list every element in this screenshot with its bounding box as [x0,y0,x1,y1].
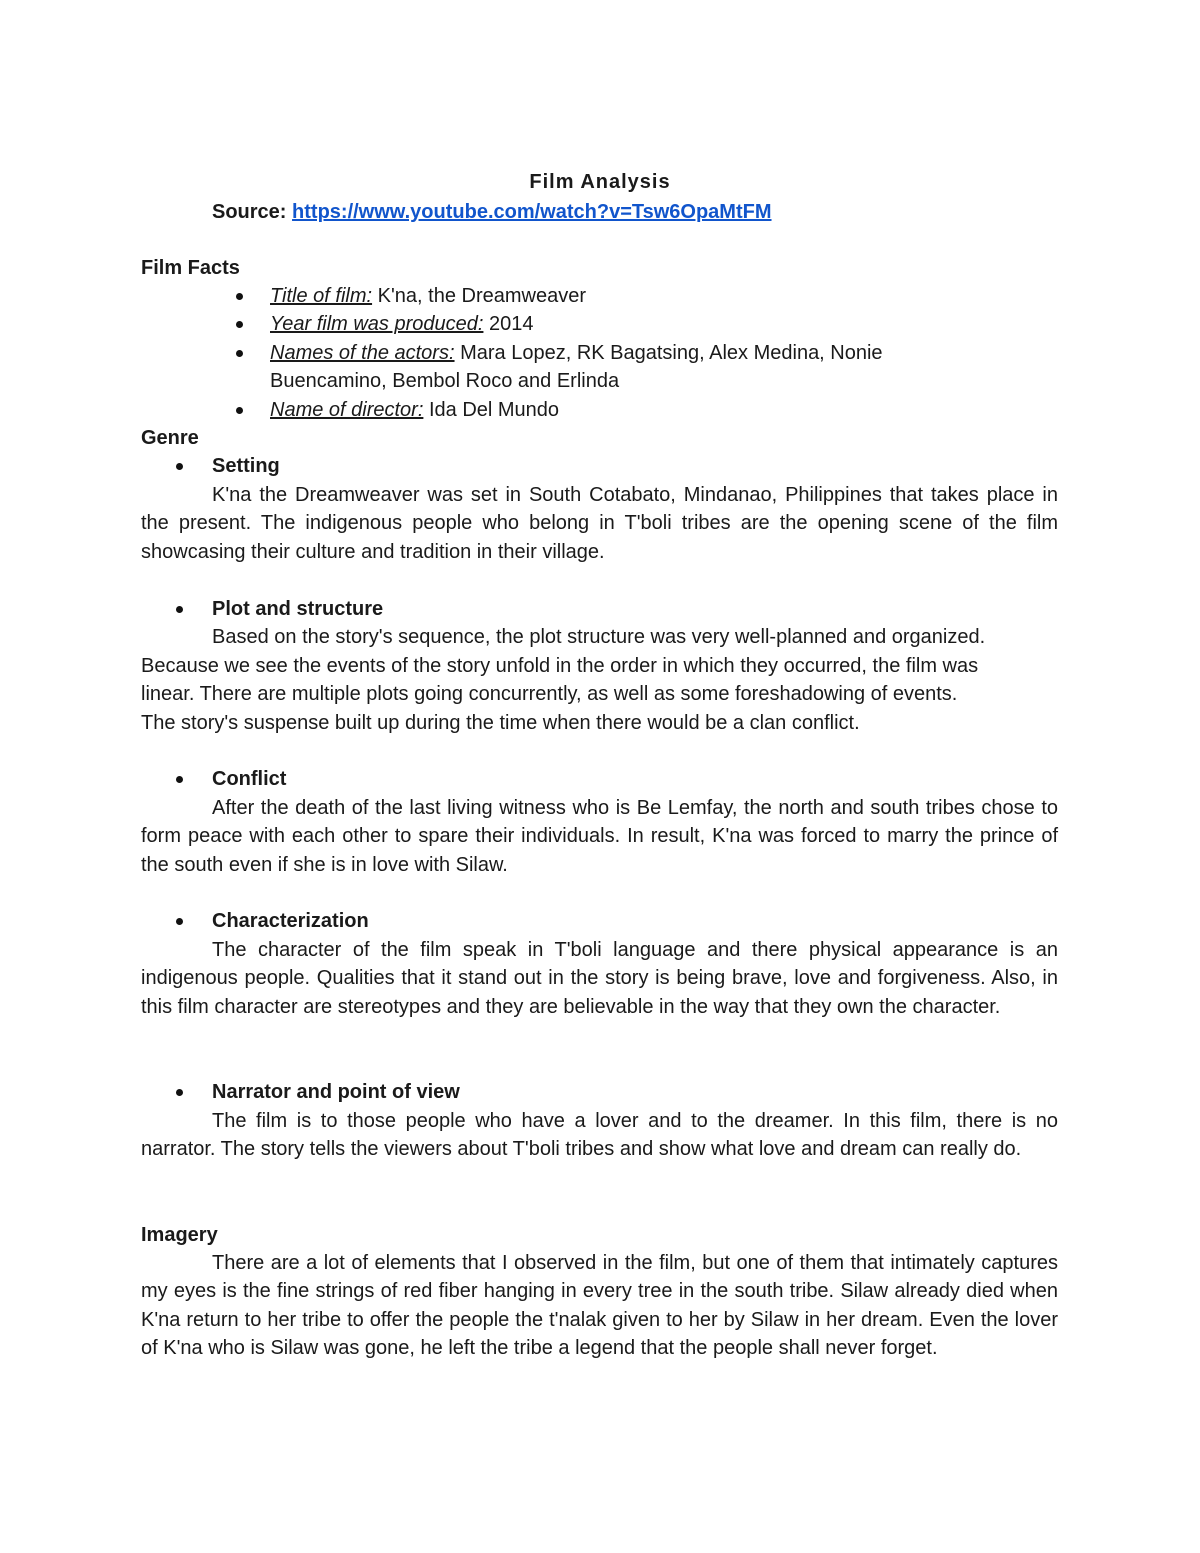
bullet-icon [176,1089,183,1096]
source-link[interactable]: https://www.youtube.com/watch?v=Tsw6OpaMtFM [292,201,772,223]
section-text-conflict: After the death of the last living witness who is Be Lemfay, the north and south tribes chose to form peace with each other to spare their individuals. In result, K'na was forced to marry the prince of the south even if she is in love with Silaw. [141,797,1058,876]
section-heading-narrator: Narrator and point of view [212,1081,460,1103]
source-label: Source: [212,201,287,223]
section-heading-plot: Plot and structure [212,598,384,620]
bullet-icon [176,918,183,925]
fact-year [270,310,534,338]
fact-actors-cont: Buencamino, Bembol Roco and Erlinda [270,370,620,392]
plot-line: The story's suspense built up during the time when there would be a clan conflict. [141,712,860,734]
source-line [212,198,1129,226]
section-heading-characterization: Characterization [212,910,369,932]
imagery-heading: Imagery [141,1224,218,1246]
fact-label: Name of director: [270,399,424,421]
bullet-icon [236,293,243,300]
fact-value: Ida Del Mundo [428,399,560,421]
fact-value: 2014 [489,313,534,335]
fact-label: Names of the actors: [270,342,455,364]
imagery-text: There are a lot of elements that I observed in the film, but one of them that intimately captures my eyes is the fine strings of red fiber hanging in every tree in the south tribe. Silaw already died when K'na return to her tribe to offer the people the t'nalak given to her by Silaw in her dream. Even the lover of K'na who is Silaw was gone, he left the tribe a legend that the people shall never forget. [141,1252,1058,1360]
film-facts-heading: Film Facts [141,257,240,279]
section-heading-setting: Setting [212,455,280,477]
bullet-icon [176,606,183,613]
fact-director [270,396,559,424]
bullet-icon [236,350,243,357]
bullet-icon [236,407,243,414]
bullet-icon [176,776,183,783]
section-text-characterization: The character of the film speak in T'boli language and there physical appearance is an indigenous people. Qualities that it stand out in the story is being brave, love and forgiveness. Also, in this film character are stereotypes and they are believable in the way that they own the character. [141,939,1058,1018]
fact-value: Mara Lopez, RK Bagatsing, Alex Medina, Nonie [460,342,883,364]
genre-heading: Genre [141,427,199,449]
bullet-icon [236,321,243,328]
fact-label: Year film was produced: [270,313,484,335]
fact-label: Title of film: [270,285,373,307]
plot-line: linear. There are multiple plots going concurrently, as well as some foreshadowing of events. [141,683,958,705]
section-heading-conflict: Conflict [212,768,287,790]
section-text-setting: K'na the Dreamweaver was set in South Cotabato, Mindanao, Philippines that takes place in the present. The indigenous people who belong in T'boli tribes are the opening scene of the film showcasing their culture and tradition in their village. [141,484,1058,563]
fact-title [270,282,586,310]
fact-value: K'na, the Dreamweaver [377,285,586,307]
fact-actors [270,339,883,367]
bullet-icon [176,463,183,470]
plot-line: Because we see the events of the story unfold in the order in which they occurred, the film was [141,655,979,677]
page-title: Film Analysis [529,171,671,193]
plot-line: Based on the story's sequence, the plot structure was very well-planned and organized. [212,626,986,648]
section-text-narrator: The film is to those people who have a lover and to the dreamer. In this film, there is no narrator. The story tells the viewers about T'boli tribes and show what love and dream can really do. [141,1110,1058,1161]
